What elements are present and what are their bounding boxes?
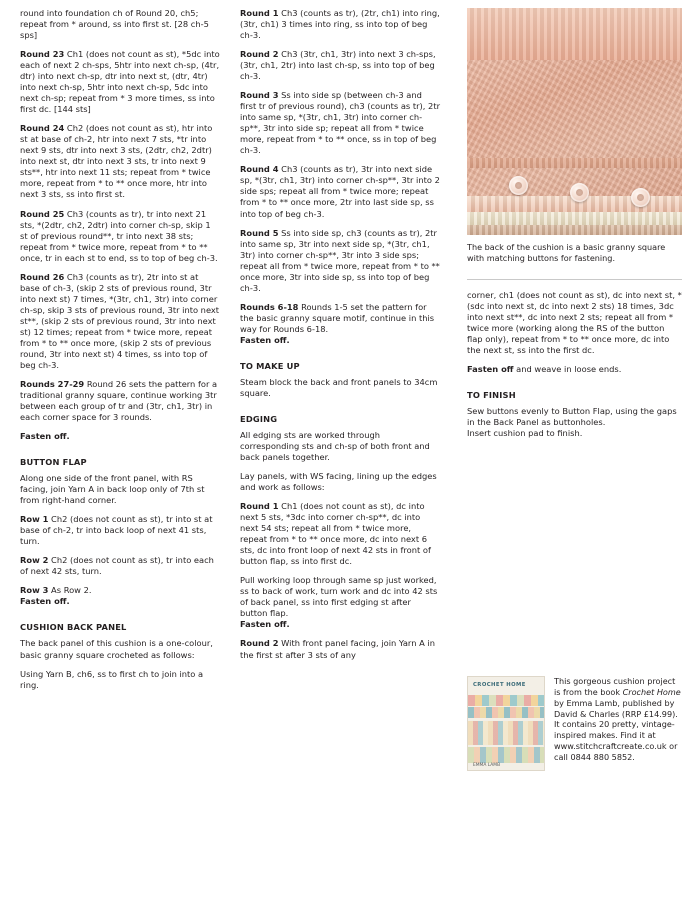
fasten-off-2: Fasten off. [240, 334, 290, 345]
column-1 [20, 8, 220, 699]
to-make-up-text: Steam block the back and front panels to 34cm square. [240, 376, 438, 398]
button-flap-intro: Along one side of the front panel, with RS facing, join Yarn A in back loop only of 7th st from right-hand corner. [20, 473, 205, 506]
fasten-off-3 [467, 364, 682, 375]
section-gap-3 [240, 354, 440, 361]
edge-band-2 [467, 212, 682, 225]
column-2 [240, 8, 440, 669]
cushion-back-photo [467, 8, 682, 235]
paragraph-row-3 [20, 585, 220, 596]
paragraph-round-25 [20, 209, 220, 264]
cushion-button-3 [631, 188, 650, 207]
book-cover-author: EMMA LAMB [473, 762, 501, 768]
edging-round-1-text: Ch1 (does not count as st), dc into next 5 sts, *3dc into corner ch-sp**, dc into next 54 sts; repeat all from * twice more, repeat from * to ** once more, dc into next 6 sts, dc into front loop of next 42 sts in front of button flap, ss into first dc. [240, 501, 431, 567]
round-26-text: Ch3 (counts as tr), 2tr into st at base of ch-3, (skip 2 sts of previous round, 3tr into next st) 7 times, *(3tr, ch1, 3tr) into corner ch-sp, skip 3 sts of previous round, 3tr into next st**, (skip 2 sts of previous round, 3tr into next st) 12 times; repeat from * twice more, repeat from * to ** once more, (skip 2 sts of previous round, 3tr into next st) 4 times, ss into top of beg ch-3. [20, 271, 220, 370]
rounds-6-18-label: Rounds 6-18 [240, 301, 299, 312]
to-finish-text: Sew buttons evenly to Button Flap, using the gaps in the Back Panel as buttonholes. [467, 406, 677, 428]
cushion-button-2 [570, 183, 589, 202]
heading-to-finish: TO FINISH [467, 390, 516, 401]
back-round-2-label: Round 2 [240, 49, 279, 60]
paragraph-edging-round-2-cont: corner, ch1 (does not count as st), dc into next st, *(sdc into next st, dc into next 2 sts) 18 times, 3dc into next st**, dc into next 2 sts; repeat all from * twice more (working along the RS of the button flap only), repeat from * to ** once more, dc into the next st, ss into the first dc. [467, 290, 682, 356]
book-promo-text-1: This gorgeous cushion project is from the book [554, 676, 676, 698]
column-3 [467, 8, 682, 771]
fasten-off-edging: Fasten off. [240, 619, 290, 630]
round-26-label: Round 26 [20, 271, 65, 282]
paragraph-edging-round-2 [240, 638, 440, 660]
paragraph-rounds-6-18 [240, 302, 440, 335]
caption-gap [467, 263, 682, 279]
paragraph-round-23 [20, 49, 220, 115]
round-25-label: Round 25 [20, 208, 65, 219]
rounds-6-18-text: Rounds 1-5 set the pattern for the basic granny square motif, continue in this way for Rounds 6-18. [240, 301, 435, 334]
round-24-text: Ch2 (does not count as st), htr into st at base of ch-2, htr into next 7 sts, *tr into next 9 sts, dtr into next 3 sts, (2dtr, ch2, 2dtr) into next st, dtr into next 3 sts, tr into next 9 sts**, htr into next 11 sts; repeat from * twice more, repeat from * to ** once more, htr into next 3 sts, ss into first st. [20, 123, 213, 200]
paragraph-row-1 [20, 514, 220, 547]
fasten-off-1: Fasten off. [20, 431, 70, 442]
book-cover-title: CROCHET HOME [473, 682, 526, 689]
back-round-2-text: Ch3 (3tr, ch1, 3tr) into next 3 ch-sps, (3tr, ch1, 2tr) into last ch-sp, ss into top of beg ch-3. [240, 49, 436, 82]
to-finish-text-2: Insert cushion pad to finish. [467, 428, 583, 439]
cover-pattern-4 [468, 747, 544, 763]
fasten-off-button-flap: Fasten off. [20, 596, 70, 607]
paragraph-rounds-27-29 [20, 379, 220, 423]
fasten-off-3-label: Fasten off [467, 364, 514, 375]
row-1-label: Row 1 [20, 514, 49, 525]
row-2-text: Ch2 (does not count as st), tr into each of next 42 sts, turn. [20, 555, 214, 577]
edging-round-2-label: Round 2 [240, 638, 279, 649]
book-title: Crochet Home [622, 687, 681, 698]
paragraph-row-2 [20, 555, 220, 577]
row-3-text: As Row 2. [48, 585, 92, 596]
photo-caption: The back of the cushion is a basic granny square with matching buttons for fastening. [467, 242, 666, 263]
edging-text-2: Lay panels, with WS facing, lining up the edges and work as follows: [240, 471, 437, 493]
paragraph-back-round-3 [240, 90, 440, 156]
fasten-off-3-text: and weave in loose ends. [513, 364, 622, 375]
cover-pattern-3 [468, 721, 544, 745]
back-round-5-text: Ss into side sp, ch3 (counts as tr), 2tr into same sp, 3tr into next side sp, *(3tr, ch1, 3tr) into corner ch-sp**, 3tr into 3 side sps; repeat all from * twice more, repeat from * to ** once more, 3tr into side sp, ss into top of beg ch-3. [240, 227, 440, 293]
fabric-top-texture [467, 8, 682, 60]
paragraph-back-round-1 [240, 8, 440, 41]
book-promo-text-2: by Emma Lamb, published by David & Charles (RRP £14.99). It contains 20 pretty, vintage-inspired makes. Find it at www.stitchcraftcreate.co.uk or call 0844 880 5852. [554, 697, 678, 762]
back-round-4-text: Ch3 (counts as tr), 3tr into next side sp, *(3tr, ch1, 3tr) into corner ch-sp**, 3tr into 2 side sps; repeat all from * twice more; repeat from * to ** once more, 2tr into last side sp, ss into top of beg ch-3. [240, 164, 440, 219]
back-round-5-label: Round 5 [240, 227, 279, 238]
edging-text-3: Pull working loop through same sp just worked, ss to back of work, turn work and dc into 42 sts of back panel, ss into first edging st after button flap. [240, 575, 438, 619]
divider-rule [467, 279, 682, 280]
rounds-27-29-text: Round 26 sets the pattern for a traditional granny square, continue working 3tr between each group of tr and (3tr, ch1, 3tr) in each corner space for 3 rounds. [20, 378, 218, 423]
section-gap [20, 450, 220, 457]
edge-band-3 [467, 225, 682, 235]
heading-to-make-up: TO MAKE UP [240, 360, 300, 371]
cover-pattern-2 [468, 707, 544, 718]
round-25-text: Ch3 (counts as tr), tr into next 21 sts, *(2dtr, ch2, 2dtr) into corner ch-sp, skip 1 st of previous round**, tr into next 38 sts; repeat from * twice more, repeat from * to ** once, tr in each st to end, ss to top of beg ch-3. [20, 208, 218, 263]
round-24-label: Round 24 [20, 123, 65, 134]
back-round-1-text: Ch3 (counts as tr), (2tr, ch1) into ring, (3tr, ch1) 3 times into ring, ss into top of beg ch-3. [240, 8, 440, 41]
paragraph-round-26 [20, 272, 220, 371]
rounds-27-29-label: Rounds 27-29 [20, 378, 85, 389]
cushion-back-panel-text-2: Using Yarn B, ch6, ss to first ch to join into a ring. [20, 668, 204, 690]
row-2-label: Row 2 [20, 555, 49, 566]
round-23-text: Ch1 (does not count as st), *5dc into each of next 2 ch-sps, 5htr into next ch-sp, (4tr, dtr) into next ch-sp, dtr into next st, (dtr, 4tr) into next ch-sp, 5htr into next ch-sp, 5dc into next ch-sp; repeat from * 3 more times, ss into first dc. [144 sts] [20, 49, 220, 115]
heading-button-flap: BUTTON FLAP [20, 457, 87, 468]
back-round-3-label: Round 3 [240, 90, 279, 101]
three-column-layout [0, 8, 696, 898]
book-promo-text [554, 676, 682, 771]
cushion-back-panel-text: The back panel of this cushion is a one-colour, basic granny square crocheted as follows: [20, 638, 213, 660]
button-flap-edge [467, 158, 682, 168]
paragraph-back-round-5 [240, 228, 440, 294]
paragraph-back-round-2 [240, 49, 440, 82]
paragraph-back-round-4 [240, 164, 440, 219]
section-gap-5 [467, 383, 682, 390]
row-1-text: Ch2 (does not count as st), tr into st at base of ch-2, tr into back loop of next 41 sts, turn. [20, 514, 213, 547]
cover-pattern-1 [468, 695, 544, 706]
back-round-4-label: Round 4 [240, 164, 279, 175]
book-promo [467, 676, 682, 771]
section-gap-4 [240, 407, 440, 414]
paragraph-round-20-cont: round into foundation ch of Round 20, ch5; repeat from * around, ss into first st. [28 ch-5 sps] [20, 8, 209, 41]
section-gap-2 [20, 615, 220, 622]
column-3-filler [467, 447, 682, 676]
paragraph-round-24 [20, 123, 220, 200]
paragraph-edging-round-1 [240, 501, 440, 567]
edging-round-2-text: With front panel facing, join Yarn A in the first st after 3 sts of any [240, 638, 435, 660]
heading-edging: EDGING [240, 413, 278, 424]
cushion-button-1 [509, 176, 528, 195]
edging-text: All edging sts are worked through corresponding sts and ch-sp of both front and back panels together. [240, 429, 430, 463]
row-3-label: Row 3 [20, 585, 49, 596]
heading-cushion-back-panel: CUSHION BACK PANEL [20, 622, 127, 633]
edging-round-1-label: Round 1 [240, 501, 279, 512]
back-round-1-label: Round 1 [240, 8, 279, 18]
round-23-label: Round 23 [20, 49, 65, 60]
book-cover-image [467, 676, 545, 771]
back-round-3-text: Ss into side sp (between ch-3 and first tr of previous round), ch3 (counts as tr), 2tr into same sp, *(3tr, ch1, 3tr) into corner ch-sp**, 3tr into side sp; repeat all from * twice more, repeat from * to ** once, ss in top of beg ch-3. [240, 90, 441, 156]
